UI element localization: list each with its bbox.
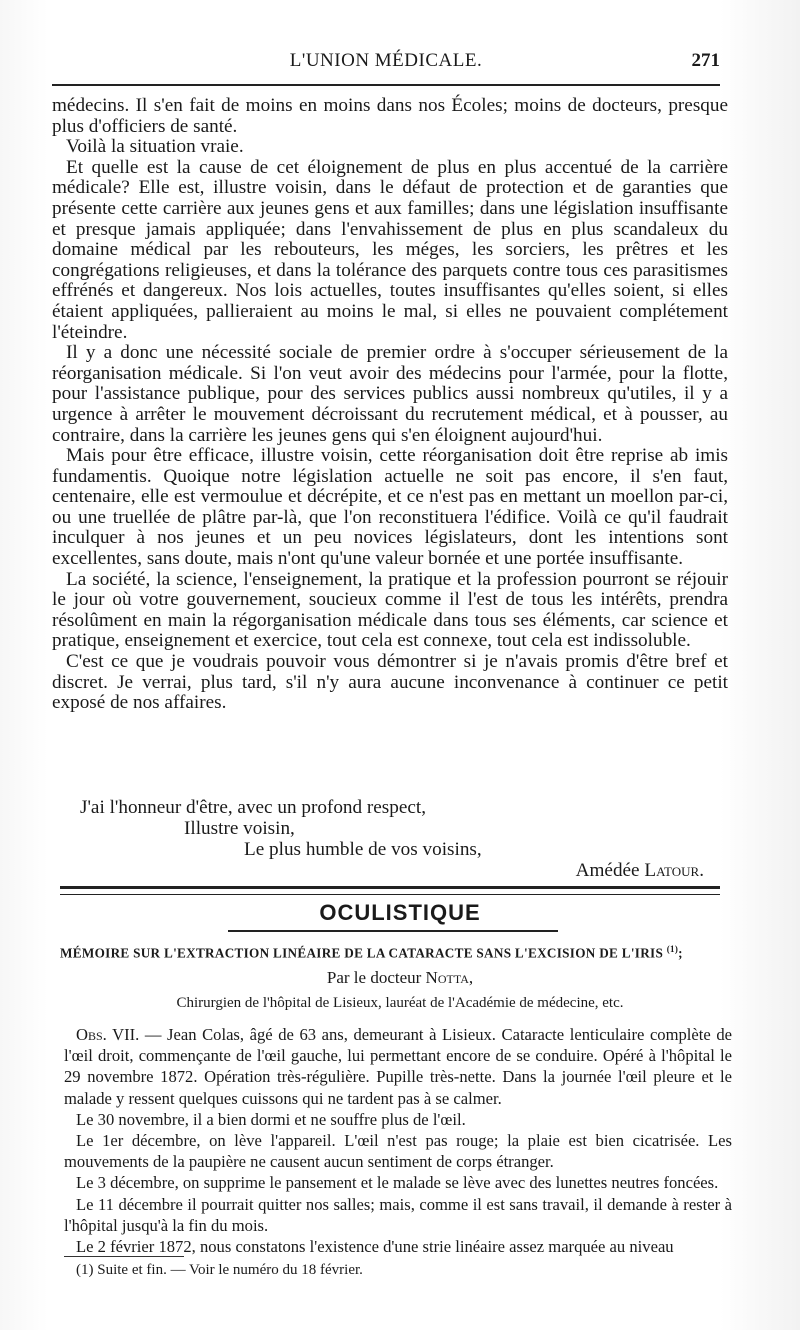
letter-paragraph: Mais pour être efficace, illustre voisin, cette réorganisation doit être reprise ab imis fundamentis. Quoique notre législation actuelle ne soit pas encore, il s'en faut, centenaire, elle est vermoulue et décrépite, et ce n'est pas en mettant un moellon par-ci, ou une truellée de plâtre par-là, que l'on reconstituera l'édifice. Voilà ce qu'il faudrait inculquer à nos jeunes et un peu novices législateurs, dont les intentions sont excellentes, sans doute, mais n'ont qu'une valeur bornée et une portée insuffisante. — [52, 445, 728, 570]
letter-closing — [52, 797, 728, 881]
closing-line: Le plus humble de vos voisins, — [244, 839, 482, 860]
observation-text: — Jean Colas, âgé de 63 ans, demeurant à Lisieux. Cataracte lenticulaire complète de l'œil droit, commençante de l'œil gauche, lui permettant encore de se conduire. Opéré à l'hôpital le 29 novembre 1872. Opération très-régulière. Pupille très-nette. Dans la journée l'œil pleure et le malade y ressent quelques cuissons qui ne tardent pas à se calmer. — [64, 1025, 732, 1108]
section-title: OCULISTIQUE — [319, 900, 481, 925]
observation-label: Obs. VII. — [76, 1025, 140, 1044]
letter-paragraph: Et quelle est la cause de cet éloignement de plus en plus accentué de la carrière médicale? Elle est, illustre voisin, dans le défaut de protection et de garanties que présente cette carrière aux jeunes gens et aux familles; dans une législation insuffisante et presque jamais appliquée; dans l'envahissement de plus en plus scandaleux du domaine médical par les rebouteurs, les méges, les sorciers, les prêtres et les congrégations religieuses, et dans la tolérance des parquets contre tous ces parasitismes effrénés et dangereux. Nos lois actuelles, toutes insuffisantes qu'elles soient, si elles étaient appliquées, pallieraient au moins le mal, si elles ne pouvaient complétement l'éteindre. — [52, 156, 728, 343]
observation-paragraph: Le 1er décembre, on lève l'appareil. L'œil n'est pas rouge; la plaie est bien cicatrisée. Les mouvements de la paupière ne causent aucun sentiment de corps étranger. — [64, 1131, 732, 1172]
signature-first-name: Amédée — [575, 860, 645, 881]
observation-paragraph: Le 2 février 1872, nous constatons l'existence d'une strie linéaire assez marquée au niveau — [76, 1237, 674, 1257]
author-line — [0, 968, 800, 988]
letter-paragraph: Il y a donc une nécessité sociale de premier ordre à s'occuper sérieusement de la réorganisation médicale. Si l'on veut avoir des médecins pour l'armée, pour la flotte, pour l'assistance publique, pour des services publics aussi nombreux qu'utiles, il y a urgence à arrêter le mouvement décroissant du recrutement médical, et à pousser, au contraire, dans la carrière les jeunes gens qui s'en éloignent aujourd'hui. — [52, 342, 728, 446]
closing-line: J'ai l'honneur d'être, avec un profond respect, — [80, 797, 427, 818]
footnote-marker: (1) — [666, 944, 679, 954]
signature — [52, 860, 728, 881]
header-rule — [52, 84, 720, 86]
footnote: (1) Suite et fin. — Voir le numéro du 18 février. — [76, 1262, 363, 1278]
observation-paragraph: Le 11 décembre il pourrait quitter nos salles; mais, comme il est sans travail, il demande à rester à l'hôpital jusqu'à la fin du mois. — [64, 1194, 732, 1235]
footnote-rule — [64, 1256, 184, 1257]
letter-paragraph: Voilà la situation vraie. — [66, 136, 244, 158]
author-name: Notta, — [425, 968, 474, 987]
section-divider — [60, 886, 720, 895]
author-prefix: Par le docteur — [326, 968, 426, 987]
observation-paragraph: Le 30 novembre, il a bien dormi et ne souffre plus de l'œil. — [76, 1109, 466, 1129]
memoire-title — [60, 944, 740, 961]
signature-last-name: Latour. — [644, 860, 704, 881]
letter-paragraph: La société, la science, l'enseignement, la pratique et la profession pourront se réjouir le jour où votre gouvernement, soucieux comme il l'est de tous les intérêts, prendra résolûment en main la régorganisation médicale dans tous ses éléments, car science et pratique, enseignement et exercice, tout cela est connexe, tout cela est indissoluble. — [52, 568, 728, 652]
author-affiliation: Chirurgien de l'hôpital de Lisieux, lauréat de l'Académie de médecine, etc. — [176, 995, 624, 1011]
letter-body — [52, 96, 728, 714]
observation-paragraph — [64, 1024, 732, 1109]
memoire-title-text: MÉMOIRE SUR L'EXTRACTION LINÉAIRE DE LA CATARACTE SANS L'EXCISION DE L'IRIS — [60, 945, 664, 961]
closing-line: Illustre voisin, — [184, 818, 295, 839]
letter-paragraph: médecins. Il s'en fait de moins en moins dans nos Écoles; moins de docteurs, presque plus d'officiers de santé. — [52, 95, 728, 137]
running-header — [52, 50, 720, 80]
letter-paragraph: C'est ce que je voudrais pouvoir vous démontrer si je n'avais promis d'être bref et discret. Je verrai, plus tard, s'il n'y aura aucune inconvenance à continuer ce petit exposé de nos affaires. — [52, 651, 728, 714]
page-number: 271 — [691, 50, 720, 71]
section-title-rule — [228, 930, 558, 932]
observation-body — [64, 1024, 732, 1257]
memoire-title-end: ; — [678, 945, 683, 961]
journal-title: L'UNION MÉDICALE. — [289, 50, 483, 71]
observation-paragraph: Le 3 décembre, on supprime le pansement et le malade se lève avec des lunettes neutres foncées. — [76, 1173, 719, 1193]
